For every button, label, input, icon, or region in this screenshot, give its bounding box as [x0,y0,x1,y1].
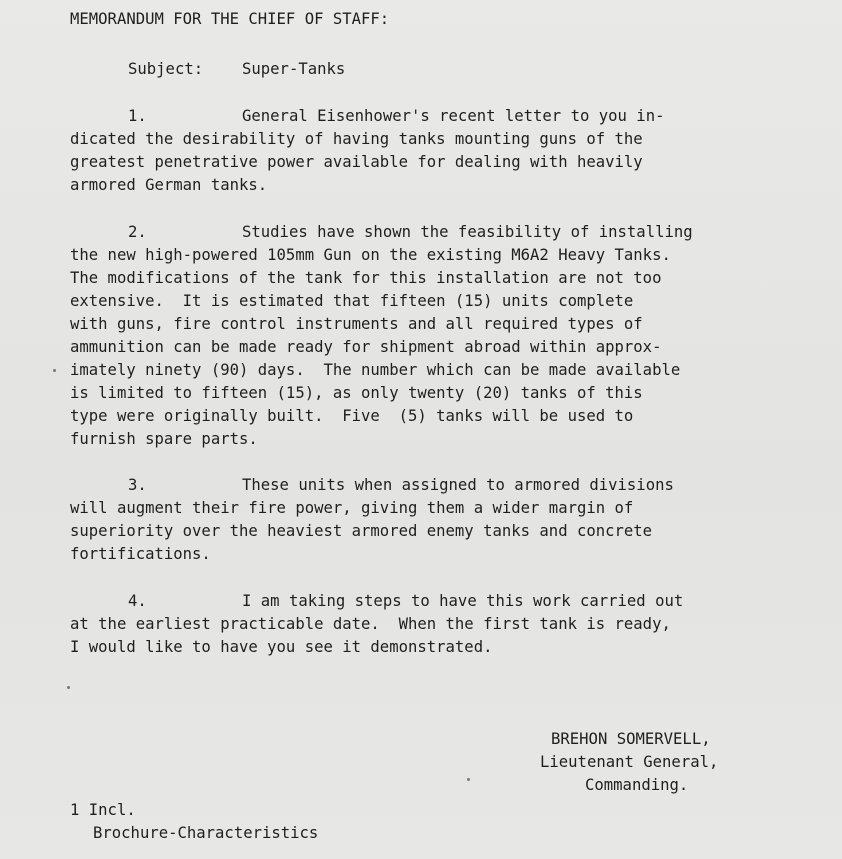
paragraph-1-number: 1. [128,107,147,125]
paragraph-2-number: 2. [128,223,147,241]
paragraph-4-line-3: I would like to have you see it demonstrated. [70,638,493,656]
paragraph-2-line-4: extensive. It is estimated that fifteen (15) units complete [70,292,634,310]
paragraph-2-line-8: is limited to fifteen (15), as only twenty (20) tanks of this [70,384,643,402]
paragraph-2-line-1: Studies have shown the feasibility of installing [242,223,693,241]
paragraph-3-line-3: superiority over the heaviest armored enemy tanks and concrete [70,522,653,540]
scan-mark [67,686,70,689]
signature-title: Commanding. [585,776,689,794]
scan-mark [53,369,56,372]
paragraph-2-line-5: with guns, fire control instruments and all required types of [70,315,643,333]
paragraph-3-number: 3. [128,476,147,494]
paragraph-4-number: 4. [128,592,147,610]
paragraph-2-line-3: The modifications of the tank for this installation are not too [70,269,662,287]
paragraph-3-line-4: fortifications. [70,545,211,563]
paragraph-1-line-4: armored German tanks. [70,176,268,194]
enclosure-count: 1 Incl. [70,801,136,819]
subject-label: Subject: [128,60,204,78]
paragraph-4-line-1: I am taking steps to have this work carried out [242,592,684,610]
paragraph-2-line-6: ammunition can be made ready for shipment abroad within approx- [70,338,662,356]
paragraph-4-line-2: at the earliest practicable date. When the first tank is ready, [70,615,671,633]
scan-mark [467,778,470,781]
paragraph-2-line-7: imately ninety (90) days. The number which can be made available [70,361,681,379]
memo-heading: MEMORANDUM FOR THE CHIEF OF STAFF: [70,10,390,28]
paragraph-3-line-2: will augment their fire power, giving them a wider margin of [70,499,634,517]
enclosure-item: Brochure-Characteristics [93,824,319,842]
signature-rank: Lieutenant General, [540,753,719,771]
subject-value: Super-Tanks [242,60,346,78]
paragraph-3-line-1: These units when assigned to armored divisions [242,476,674,494]
signature-name: BREHON SOMERVELL, [551,730,711,748]
paragraph-2-line-2: the new high-powered 105mm Gun on the existing M6A2 Heavy Tanks. [70,246,671,264]
paragraph-2-line-10: furnish spare parts. [70,430,258,448]
paragraph-1-line-3: greatest penetrative power available for dealing with heavily [70,153,643,171]
paragraph-1-line-1: General Eisenhower's recent letter to you in- [242,107,665,125]
paragraph-1-line-2: dicated the desirability of having tanks mounting guns of the [70,130,643,148]
paragraph-2-line-9: type were originally built. Five (5) tanks will be used to [70,407,634,425]
